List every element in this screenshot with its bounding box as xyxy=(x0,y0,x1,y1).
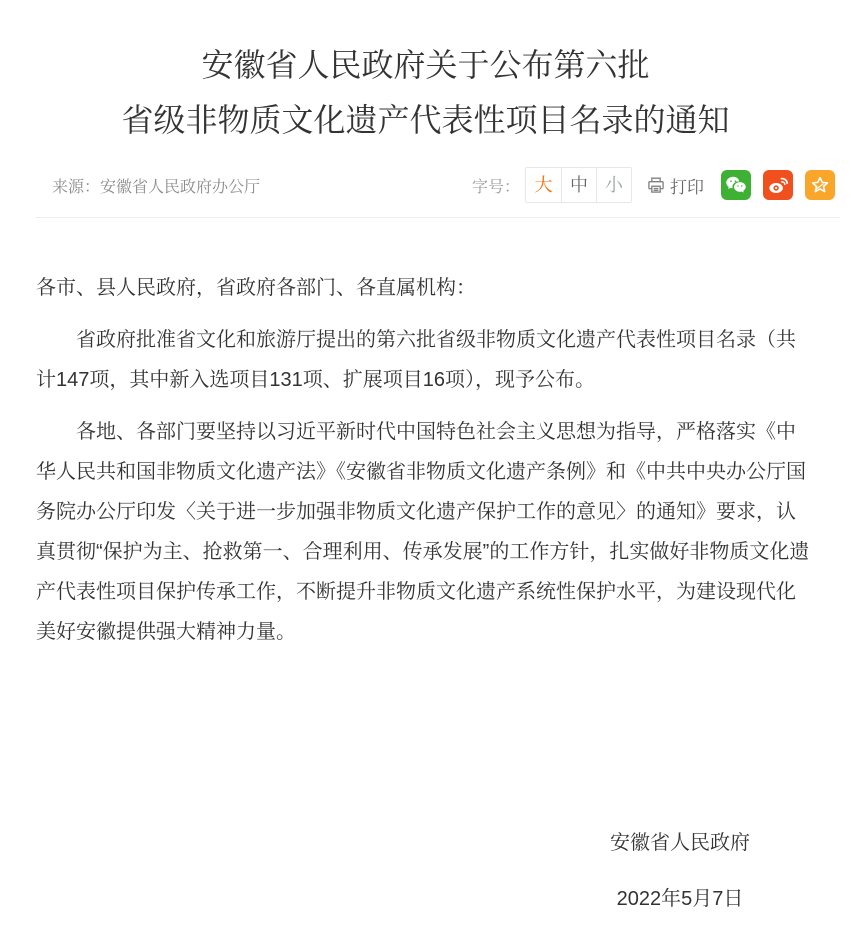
source-label: 来源：安徽省人民政府办公厅 xyxy=(52,178,261,196)
article-body xyxy=(36,268,815,652)
signature-org: 安徽省人民政府 xyxy=(610,832,750,854)
meta-controls xyxy=(472,167,835,203)
page-title xyxy=(0,0,851,148)
wechat-icon xyxy=(724,173,748,197)
body-paragraph-1: 省政府批准省文化和旅游厅提出的第六批省级非物质文化遗产代表性项目名录（共计147项，其中新入选项目131项、扩展项目16项），现予公布。 xyxy=(36,329,796,391)
printer-icon xyxy=(646,175,666,195)
share-buttons xyxy=(721,170,835,200)
wechat-share-button[interactable] xyxy=(721,170,751,200)
qzone-star-share-button[interactable] xyxy=(805,170,835,200)
font-size-label: 字号： xyxy=(471,178,520,196)
weibo-icon xyxy=(766,173,790,197)
page-title-line2: 省级非物质文化遗产代表性项目名录的通知 xyxy=(121,102,730,138)
salutation-paragraph: 各市、县人民政府，省政府各部门、各直属机构： xyxy=(36,277,476,299)
meta-bar xyxy=(52,167,835,203)
signature-block xyxy=(565,823,795,919)
print-label: 打印 xyxy=(670,177,704,197)
signature-date: 2022年5月7日 xyxy=(616,888,744,910)
font-size-small-button[interactable]: 小 xyxy=(596,168,631,202)
divider xyxy=(36,217,840,218)
print-button[interactable] xyxy=(646,173,704,198)
qzone-star-icon xyxy=(808,173,832,197)
font-size-medium-button[interactable]: 中 xyxy=(561,168,596,202)
weibo-share-button[interactable] xyxy=(763,170,793,200)
font-size-large-button[interactable]: 大 xyxy=(526,168,561,202)
font-size-switcher xyxy=(525,167,632,203)
body-paragraph-2: 各地、各部门要坚持以习近平新时代中国特色社会主义思想为指导，严格落实《中华人民共和国非物质文化遗产法》《安徽省非物质文化遗产条例》和《中共中央办公厅国务院办公厅印发〈关于进一步加强非物质文化遗产保护工作的意见〉的通知》要求，认真贯彻“保护为主、抢救第一、合理利用、传承发展”的工作方针，扎实做好非物质文化遗产代表性项目保护传承工作，不断提升非物质文化遗产系统性保护水平，为建设现代化美好安徽提供强大精神力量。 xyxy=(36,421,810,643)
page-title-line1: 安徽省人民政府关于公布第六批 xyxy=(201,47,650,83)
